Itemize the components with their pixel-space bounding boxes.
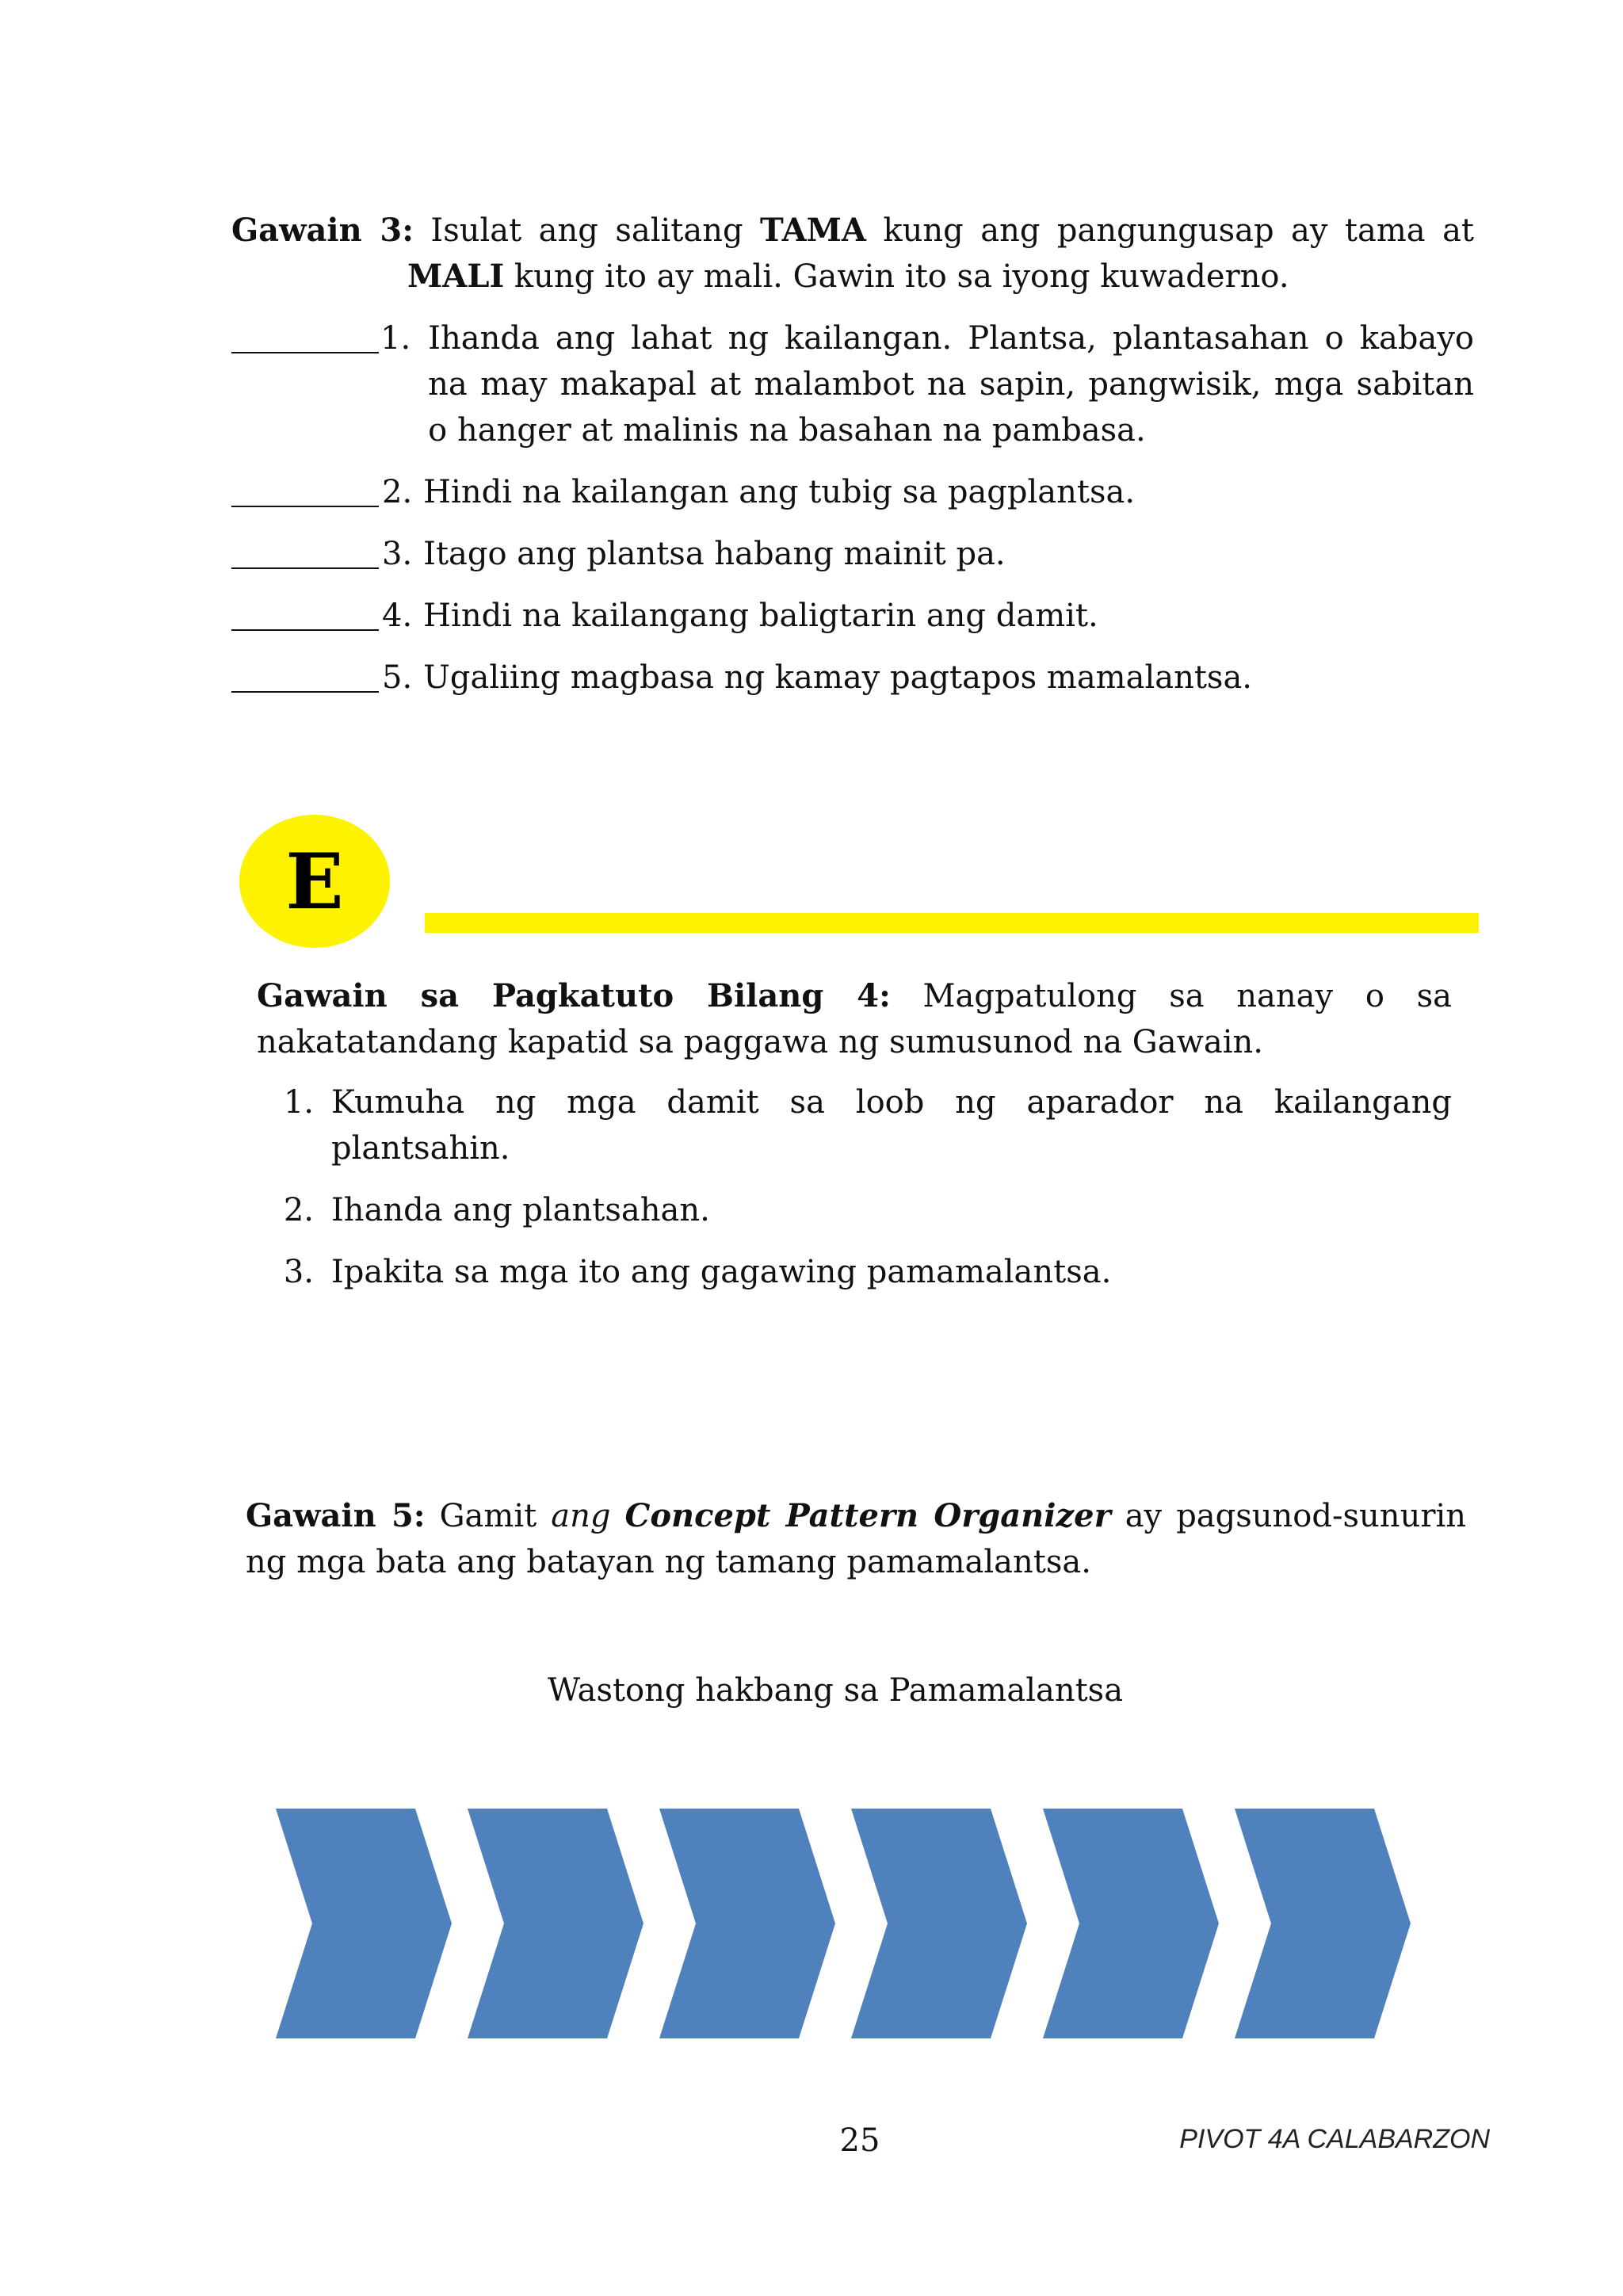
gawain-4-instruction: Gawain sa Pagkatuto Bilang 4: Magpatulong sa nanay o sa — [257, 977, 1452, 1014]
tf-item-text: Hindi na kailangang baligtarin ang damit. — [423, 598, 1098, 634]
tf-item-text: Ugaliing magbasa ng kamay pagtapos mamalantsa. — [423, 659, 1253, 696]
concept-pattern-organizer — [276, 1809, 1434, 2038]
section-divider-bar — [425, 913, 1479, 933]
gawain-4-list — [257, 1079, 1452, 1295]
list-item: 2. Ihanda ang plantsahan. — [283, 1192, 710, 1228]
tf-item-1: 1. Ihanda ang lahat ng kailangan. Plantsa, plantasahan o kabayo na may makapal at malambot na sapin, pangwisik, mga sabitan o hanger at malinis na basahan na pambasa. — [231, 315, 1474, 453]
section-e-badge: E — [239, 815, 390, 948]
answer-blank[interactable] — [231, 593, 379, 631]
answer-blank[interactable] — [231, 531, 379, 569]
tf-item-text: Itago ang plantsa habang mainit pa. — [423, 536, 1006, 572]
gawain-5-section — [246, 1493, 1466, 1585]
tf-item-3: 3. Itago ang plantsa habang mainit pa. — [231, 531, 1474, 577]
organizer-caption: Wastong hakbang sa Pamamalantsa — [547, 1672, 1124, 1709]
chevron-step-2 — [468, 1809, 643, 2038]
gawain-3-section — [231, 208, 1474, 701]
footer-label: PIVOT 4A CALABARZON — [1179, 2124, 1490, 2154]
chevron-step-1 — [276, 1809, 452, 2038]
chevron-step-4 — [851, 1809, 1027, 2038]
tf-item-text: Hindi na kailangan ang tubig sa pagplantsa. — [423, 474, 1136, 510]
tf-item-4: 4. Hindi na kailangang baligtarin ang damit. — [231, 593, 1474, 639]
gawain-5-label: Gawain 5: — [246, 1497, 426, 1534]
gawain-3-instruction-cont: MALI kung ito ay mali. Gawin ito sa iyong kuwaderno. — [407, 258, 1289, 295]
answer-blank[interactable] — [231, 315, 379, 353]
answer-blank[interactable] — [231, 655, 379, 693]
gawain-5-instruction: Gawain 5: Gamit ang Concept Pattern Organizer ay pagsunod-sunurin — [246, 1497, 1466, 1534]
gawain-4-section — [257, 973, 1452, 1311]
gawain-5-instruction-cont: ng mga bata ang batayan ng tamang pamamalantsa. — [246, 1544, 1091, 1580]
page-number: 25 — [839, 2122, 880, 2159]
tf-item-5: 5. Ugaliing magbasa ng kamay pagtapos mamalantsa. — [231, 655, 1474, 701]
chevron-step-3 — [659, 1809, 835, 2038]
tf-item-2: 2. Hindi na kailangan ang tubig sa pagplantsa. — [231, 469, 1474, 515]
list-item: 3. Ipakita sa mga ito ang gagawing pamamalantsa. — [283, 1254, 1112, 1290]
gawain-3-label: Gawain 3: — [231, 212, 414, 249]
gawain-3-instruction: Gawain 3: Isulat ang salitang TAMA kung ang pangungusap ay tama at — [231, 212, 1474, 249]
answer-blank[interactable] — [231, 469, 379, 507]
list-item: 1. Kumuha ng mga damit sa loob ng aparador na kailangang plantsahin. — [283, 1084, 1452, 1167]
chevron-step-5 — [1043, 1809, 1219, 2038]
gawain-4-label: Gawain sa Pagkatuto Bilang 4: — [257, 977, 891, 1014]
chevron-step-6 — [1235, 1809, 1411, 2038]
gawain-4-instruction-cont: nakatatandang kapatid sa paggawa ng sumusunod na Gawain. — [257, 1024, 1263, 1060]
tf-item-text: Ihanda ang lahat ng kailangan. Plantsa, plantasahan o kabayo na may makapal at malambot na sapin, pangwisik, mga sabitan o hanger at malinis na basahan na pambasa. — [428, 320, 1474, 449]
